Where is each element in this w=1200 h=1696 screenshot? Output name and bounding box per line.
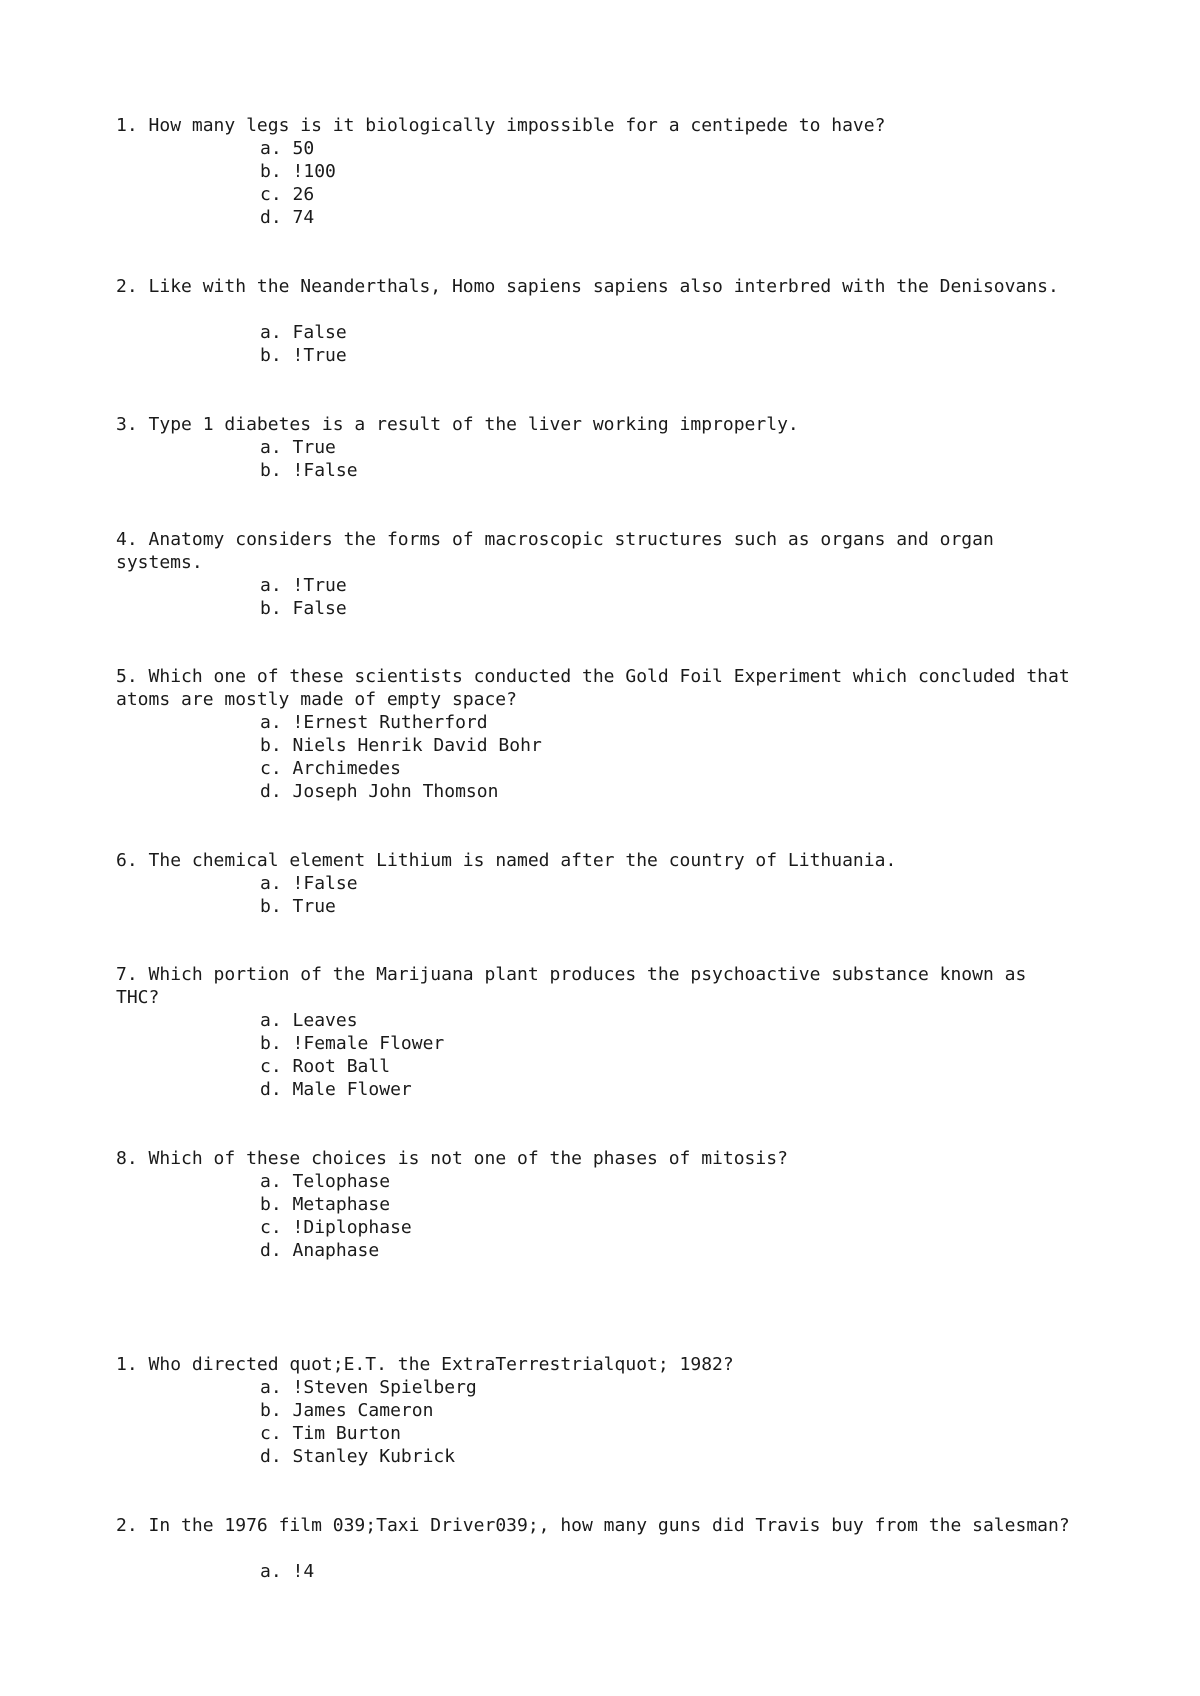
question-number: 1. [116,1354,138,1375]
question-text: Anatomy considers the forms of macroscopic structures such as organs and organ systems. [116,529,1005,573]
question-text: Who directed quot;E.T. the ExtraTerrestrialquot; 1982? [148,1354,734,1375]
answer-option: b. Metaphase [260,1194,391,1215]
question-text: Which one of these scientists conducted the Gold Foil Experiment which concluded that atoms are mostly made of empty space? [116,666,1081,710]
answer-option: c. Root Ball [260,1056,391,1077]
question-number: 6. [116,850,138,871]
question-number: 1. [116,115,138,136]
answer-option: a. !True [260,575,347,596]
answer-option: b. False [260,598,347,619]
question-text: In the 1976 film 039;Taxi Driver039;, how many guns did Travis buy from the salesman? [148,1515,1070,1536]
answer-option: b. Niels Henrik David Bohr [260,735,542,756]
answer-option: b. James Cameron [260,1400,434,1421]
answer-option: a. !False [260,873,358,894]
question-number: 2. [116,1515,138,1536]
answer-option: a. Telophase [260,1171,391,1192]
answer-option: b. !100 [260,161,336,182]
question-3-text [116,413,1076,436]
answer-option: c. 26 [260,184,315,205]
question-text: How many legs is it biologically impossible for a centipede to have? [148,115,886,136]
question-text: Type 1 diabetes is a result of the liver working improperly. [148,414,799,435]
answer-option: a. !Ernest Rutherford [260,712,488,733]
answer-option: a. !4 [260,1561,315,1582]
question-text: Which of these choices is not one of the phases of mitosis? [148,1148,788,1169]
question-number: 7. [116,964,138,985]
answer-option: d. Stanley Kubrick [260,1446,456,1467]
question-1-text [116,114,1076,137]
question-number: 3. [116,414,138,435]
answer-option: a. Leaves [260,1010,358,1031]
answer-option: c. Archimedes [260,758,401,779]
question-6-text [116,849,1076,872]
question-set2-1-text [116,1353,1076,1376]
answer-option: d. Anaphase [260,1240,380,1261]
question-number: 4. [116,529,138,550]
answer-option: c. Tim Burton [260,1423,401,1444]
question-8-text [116,1147,1076,1170]
answer-option: a. True [260,437,336,458]
question-2-text [116,275,1076,298]
question-text: The chemical element Lithium is named after the country of Lithuania. [148,850,897,871]
question-number: 8. [116,1148,138,1169]
answer-option: a. False [260,322,347,343]
question-set2-2-text [116,1514,1076,1537]
answer-option: d. 74 [260,207,315,228]
question-5-text [116,665,1081,711]
question-4-text [116,528,1076,574]
question-number: 2. [116,276,138,297]
question-text: Like with the Neanderthals, Homo sapiens sapiens also interbred with the Denisovans. [148,276,1059,297]
answer-option: d. Joseph John Thomson [260,781,499,802]
answer-option: a. 50 [260,138,315,159]
answer-option: b. !False [260,460,358,481]
answer-option: b. !True [260,345,347,366]
answer-option: b. !Female Flower [260,1033,445,1054]
question-number: 5. [116,666,138,687]
question-text: Which portion of the Marijuana plant produces the psychoactive substance known as THC? [116,964,1038,1008]
answer-option: c. !Diplophase [260,1217,412,1238]
answer-option: d. Male Flower [260,1079,412,1100]
answer-option: a. !Steven Spielberg [260,1377,477,1398]
answer-option: b. True [260,896,336,917]
question-7-text [116,963,1076,1009]
